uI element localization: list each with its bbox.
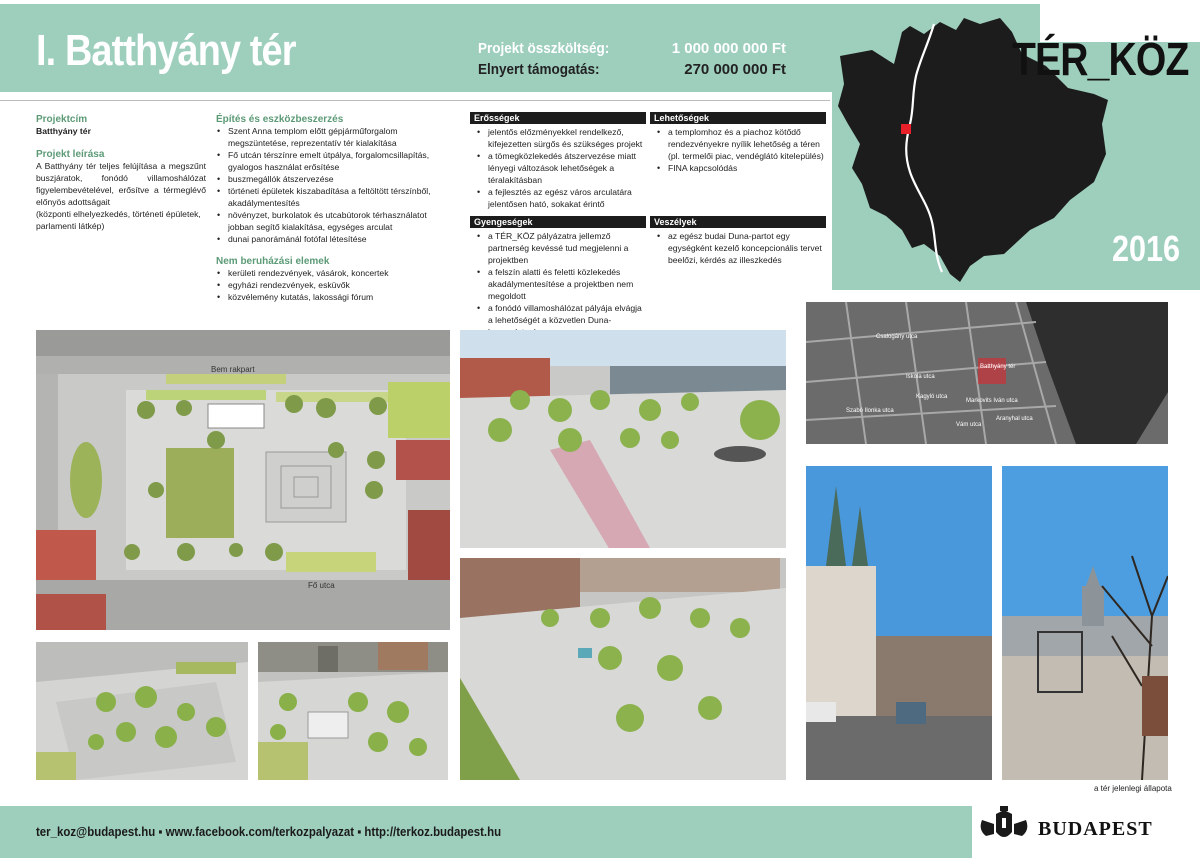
list-item: • a fonódó villamoshálózat pályája elvágja a lehetőségét a közvetlen Duna-: [476, 302, 646, 338]
project-info-column: [36, 114, 206, 232]
list-item: • a TÉR_KÖZ pályázatra jellemző partnerség kevéssé tud megjelenni a projektben: [476, 230, 646, 266]
threats-list: [650, 230, 826, 266]
budapest-coat-of-arms-icon: [976, 804, 1032, 848]
opportunities-heading: Lehetőségek: [650, 112, 826, 124]
photo-parliament-view: [1002, 466, 1168, 780]
year-label: 2016: [1112, 228, 1181, 269]
grant-value: 270 000 000 Ft: [684, 61, 786, 78]
list-item: • jelentős előzményekkel rendelkező, kifejezetten sürgős és szükséges projekt: [476, 126, 646, 150]
aerial-render-2: [258, 642, 448, 780]
list-item: • a fejlesztés az egész város arculatára jelentősen ható, sokakat érintő: [476, 186, 646, 210]
construction-heading: Építés és eszközbeszerzés: [216, 114, 344, 125]
project-description-extra: (központi elhelyezkedés, történeti épületek, parlamenti látkép): [36, 209, 201, 231]
site-plan-image: [36, 330, 450, 630]
page-title: I. Batthyány tér: [36, 26, 296, 75]
opportunities-list: [650, 126, 826, 174]
list-item: • dunai panorámánál fotófal létesítése: [216, 233, 452, 245]
swot-opportunities: [650, 112, 826, 174]
map-label-street: Aranyhal utca: [996, 416, 1033, 422]
list-item: • Fő utcán térszínre emelt útpálya, forgalomcsillapítás, gyalogos használat erősítése: [216, 149, 452, 173]
swot-weaknesses: [470, 216, 646, 338]
construction-list: [216, 125, 452, 245]
grant-label: Elnyert támogatás:: [478, 61, 600, 78]
list-item: • FINA kapcsolódás: [656, 162, 826, 174]
list-item: • a tömegközlekedés átszervezése miatt lényegi változások lehetőségek a téralakításban: [476, 150, 646, 186]
total-cost-value: 1 000 000 000 Ft: [671, 40, 786, 57]
perspective-render-1: [460, 330, 786, 548]
list-item: • a felszín alatti és feletti közlekedés akadálymentesítése a projektben nem megoldott: [476, 266, 646, 302]
strengths-heading: Erősségek: [470, 112, 646, 124]
strengths-list: [470, 126, 646, 210]
terkoz-logo: TÉR_KÖZ: [1012, 33, 1189, 85]
list-item: • a templomhoz és a piachoz kötődő rendezvényekre nyílik lehetőség a téren (pl. termelői piac, vendéglátó kitelepülés): [656, 126, 826, 162]
project-name-heading: Projektcím: [36, 114, 88, 125]
map-label-street: Vám utca: [956, 422, 982, 428]
map-label-street: Kagyló utca: [916, 394, 948, 400]
total-cost-label: Projekt összköltség:: [478, 40, 610, 57]
project-name: Batthyány tér: [36, 126, 91, 136]
header-divider: [0, 100, 830, 101]
aerial-render-1: [36, 642, 248, 780]
location-street-map: [806, 302, 1168, 444]
list-item: • történeti épületek kiszabadítása a feltöltött térszínből, akadálymentesítés: [216, 185, 452, 209]
project-desc-heading: Projekt leírása: [36, 149, 105, 160]
list-item: • kerületi rendezvények, vásárok, koncertek: [216, 267, 452, 279]
list-item: • közvélemény kutatás, lakossági fórum: [216, 291, 452, 303]
non-investment-heading: Nem beruházási elemek: [216, 256, 330, 267]
weaknesses-list: [470, 230, 646, 338]
map-label-street: Szabó Ilonka utca: [846, 408, 894, 414]
threats-heading: Veszélyek: [650, 216, 826, 228]
list-item: • az egész budai Duna-partot egy egységként kezelő koncepcionális tervet beelőzi, kérdés az illeszkedés: [656, 230, 826, 266]
plan-label-fo-utca: Fő utca: [308, 581, 335, 590]
map-label-square: Batthyány tér: [980, 364, 1016, 370]
perspective-render-2: [460, 558, 786, 780]
list-item: • egyházi rendezvények, esküvők: [216, 279, 452, 291]
budapest-logo-text: BUDAPEST: [1038, 818, 1153, 840]
project-description: A Batthyány tér teljes felújítása a megszűnt buszjáratok, fonódó villamoshálózat figyelembevételével, erősítve a térmeglévő előnyös adottságait: [36, 161, 206, 207]
swot-strengths: [470, 112, 646, 210]
map-label-street: Csalogány utca: [876, 334, 918, 340]
plan-label-bem-rakpart: Bem rakpart: [211, 365, 255, 374]
footer-contacts[interactable]: ter_koz@budapest.hu ▪ www.facebook.com/terkozpalyazat ▪ http://terkoz.budapest.hu: [36, 824, 502, 839]
location-marker: [901, 124, 911, 134]
map-label-street: Iskola utca: [906, 374, 935, 380]
list-item: • növényzet, burkolatok és utcabútorok térhasználatot jobban segítő kialakítása, egységes arculat: [216, 209, 452, 233]
construction-column: [216, 114, 452, 303]
non-investment-list: [216, 267, 452, 303]
photo-church: [806, 466, 992, 780]
list-item: • buszmegállók átszervezése: [216, 173, 452, 185]
list-item: • Szent Anna templom előtt gépjárműforgalom megszüntetése, reprezentatív tér kialakítása: [216, 125, 452, 149]
swot-threats: [650, 216, 826, 266]
photo-caption: a tér jelenlegi állapota: [1094, 784, 1172, 793]
map-label-street: Markovits Iván utca: [966, 398, 1018, 404]
weaknesses-heading: Gyengeségek: [470, 216, 646, 228]
